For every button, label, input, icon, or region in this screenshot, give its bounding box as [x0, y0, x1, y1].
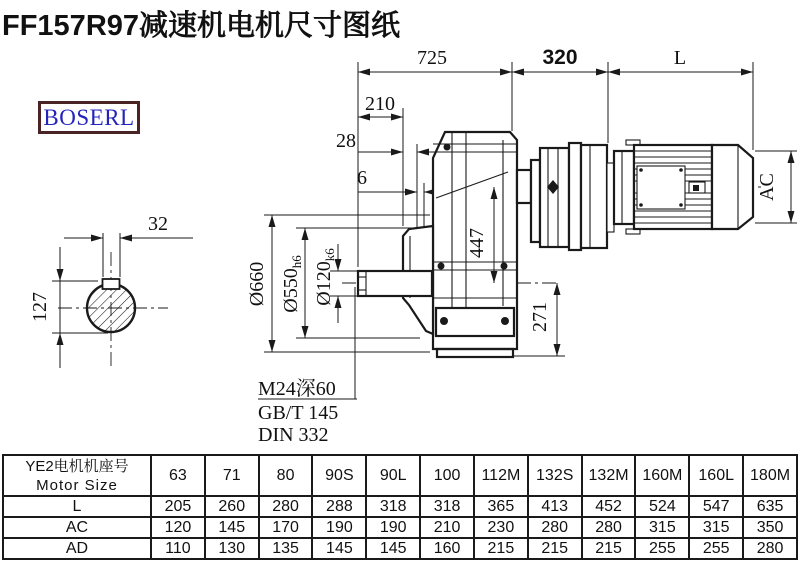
- col-header: 160M: [635, 455, 689, 496]
- table-cell: 288: [312, 496, 366, 517]
- col-header: 180M: [743, 455, 797, 496]
- table-cell: 145: [366, 538, 420, 559]
- col-header: 90S: [312, 455, 366, 496]
- dim-AC-label: AC: [756, 173, 778, 201]
- dim-725-label: 725: [417, 47, 447, 69]
- table-cell: 280: [528, 517, 582, 538]
- motor-size-table: [2, 454, 798, 560]
- dim-210-label: 210: [365, 93, 395, 115]
- table-cell: 547: [689, 496, 743, 517]
- table-corner-cell: [3, 455, 151, 496]
- table-cell: 280: [743, 538, 797, 559]
- row-label: AC: [3, 517, 151, 538]
- note-m24: M24深60: [258, 378, 336, 400]
- table-cell: 350: [743, 517, 797, 538]
- table-cell: 215: [474, 538, 528, 559]
- fan-cowl: [712, 145, 753, 229]
- table-cell: 130: [205, 538, 259, 559]
- brand-logo-text: BOSERL: [43, 104, 135, 130]
- table-cell: 215: [582, 538, 636, 559]
- dim-127-label: 127: [29, 292, 51, 322]
- table-cell: 215: [528, 538, 582, 559]
- row-label: L: [3, 496, 151, 517]
- table-cell: 145: [205, 517, 259, 538]
- motor: [614, 140, 797, 234]
- left-shaft-section: [29, 213, 193, 368]
- header-en: Motor Size: [36, 476, 118, 494]
- col-header: 100: [420, 455, 474, 496]
- table-header-row: [3, 455, 797, 496]
- table-cell: 635: [743, 496, 797, 517]
- note-din332: DIN 332: [258, 424, 329, 446]
- keyway: [103, 279, 120, 289]
- dim-120-label: $Ø120_{k6}$: [313, 248, 337, 306]
- nameplate-panel: [637, 166, 685, 209]
- table-cell: 205: [151, 496, 205, 517]
- note-gbt145: GB/T 145: [258, 402, 339, 424]
- table-cell: 452: [582, 496, 636, 517]
- col-header: 80: [259, 455, 313, 496]
- table-cell: 255: [689, 538, 743, 559]
- table-cell: 315: [635, 517, 689, 538]
- table-cell: 170: [259, 517, 313, 538]
- table-cell: 160: [420, 538, 474, 559]
- dim-660-label: Ø660: [246, 261, 268, 307]
- table-cell: 318: [420, 496, 474, 517]
- table-row-AC: [3, 517, 797, 538]
- motor-flange: [614, 151, 634, 224]
- table-cell: 255: [635, 538, 689, 559]
- dim-447-label: 447: [466, 228, 488, 258]
- dim-320-label: 320: [542, 46, 578, 69]
- table-row-AD: [3, 538, 797, 559]
- table-cell: 413: [528, 496, 582, 517]
- table-cell: 280: [582, 517, 636, 538]
- row-label: AD: [3, 538, 151, 559]
- table-cell: 110: [151, 538, 205, 559]
- col-header: 71: [205, 455, 259, 496]
- col-header: 132S: [528, 455, 582, 496]
- brand-logo: [38, 101, 140, 134]
- table-cell: 315: [689, 517, 743, 538]
- col-header: 63: [151, 455, 205, 496]
- table-cell: 280: [259, 496, 313, 517]
- dim-6-label: 6: [357, 167, 367, 189]
- table-cell: 365: [474, 496, 528, 517]
- table-cell: 524: [635, 496, 689, 517]
- dim-L-label: L: [673, 47, 687, 69]
- table-cell: 190: [312, 517, 366, 538]
- dim-550-label: $Ø550_{h6}$: [280, 255, 304, 313]
- col-header: 112M: [474, 455, 528, 496]
- table-cell: 135: [259, 538, 313, 559]
- table-cell: 190: [366, 517, 420, 538]
- table-cell: 145: [312, 538, 366, 559]
- col-header: 132M: [582, 455, 636, 496]
- dim-32-label: 32: [148, 213, 168, 235]
- table-row-L: [3, 496, 797, 517]
- col-header: 160L: [689, 455, 743, 496]
- tapped-hole-note: [258, 287, 357, 446]
- page-title: FF157R97减速机电机尺寸图纸: [2, 10, 401, 42]
- table-cell: 318: [366, 496, 420, 517]
- col-header: 90L: [366, 455, 420, 496]
- dim-271-label: 271: [529, 302, 551, 332]
- header-zh: YE2电机机座号: [25, 457, 129, 475]
- motor-adapter: [517, 143, 614, 250]
- table-cell: 210: [420, 517, 474, 538]
- table-cell: 260: [205, 496, 259, 517]
- output-shaft: [358, 271, 432, 296]
- dim-28-label: 28: [336, 130, 356, 152]
- table-cell: 120: [151, 517, 205, 538]
- table-cell: 230: [474, 517, 528, 538]
